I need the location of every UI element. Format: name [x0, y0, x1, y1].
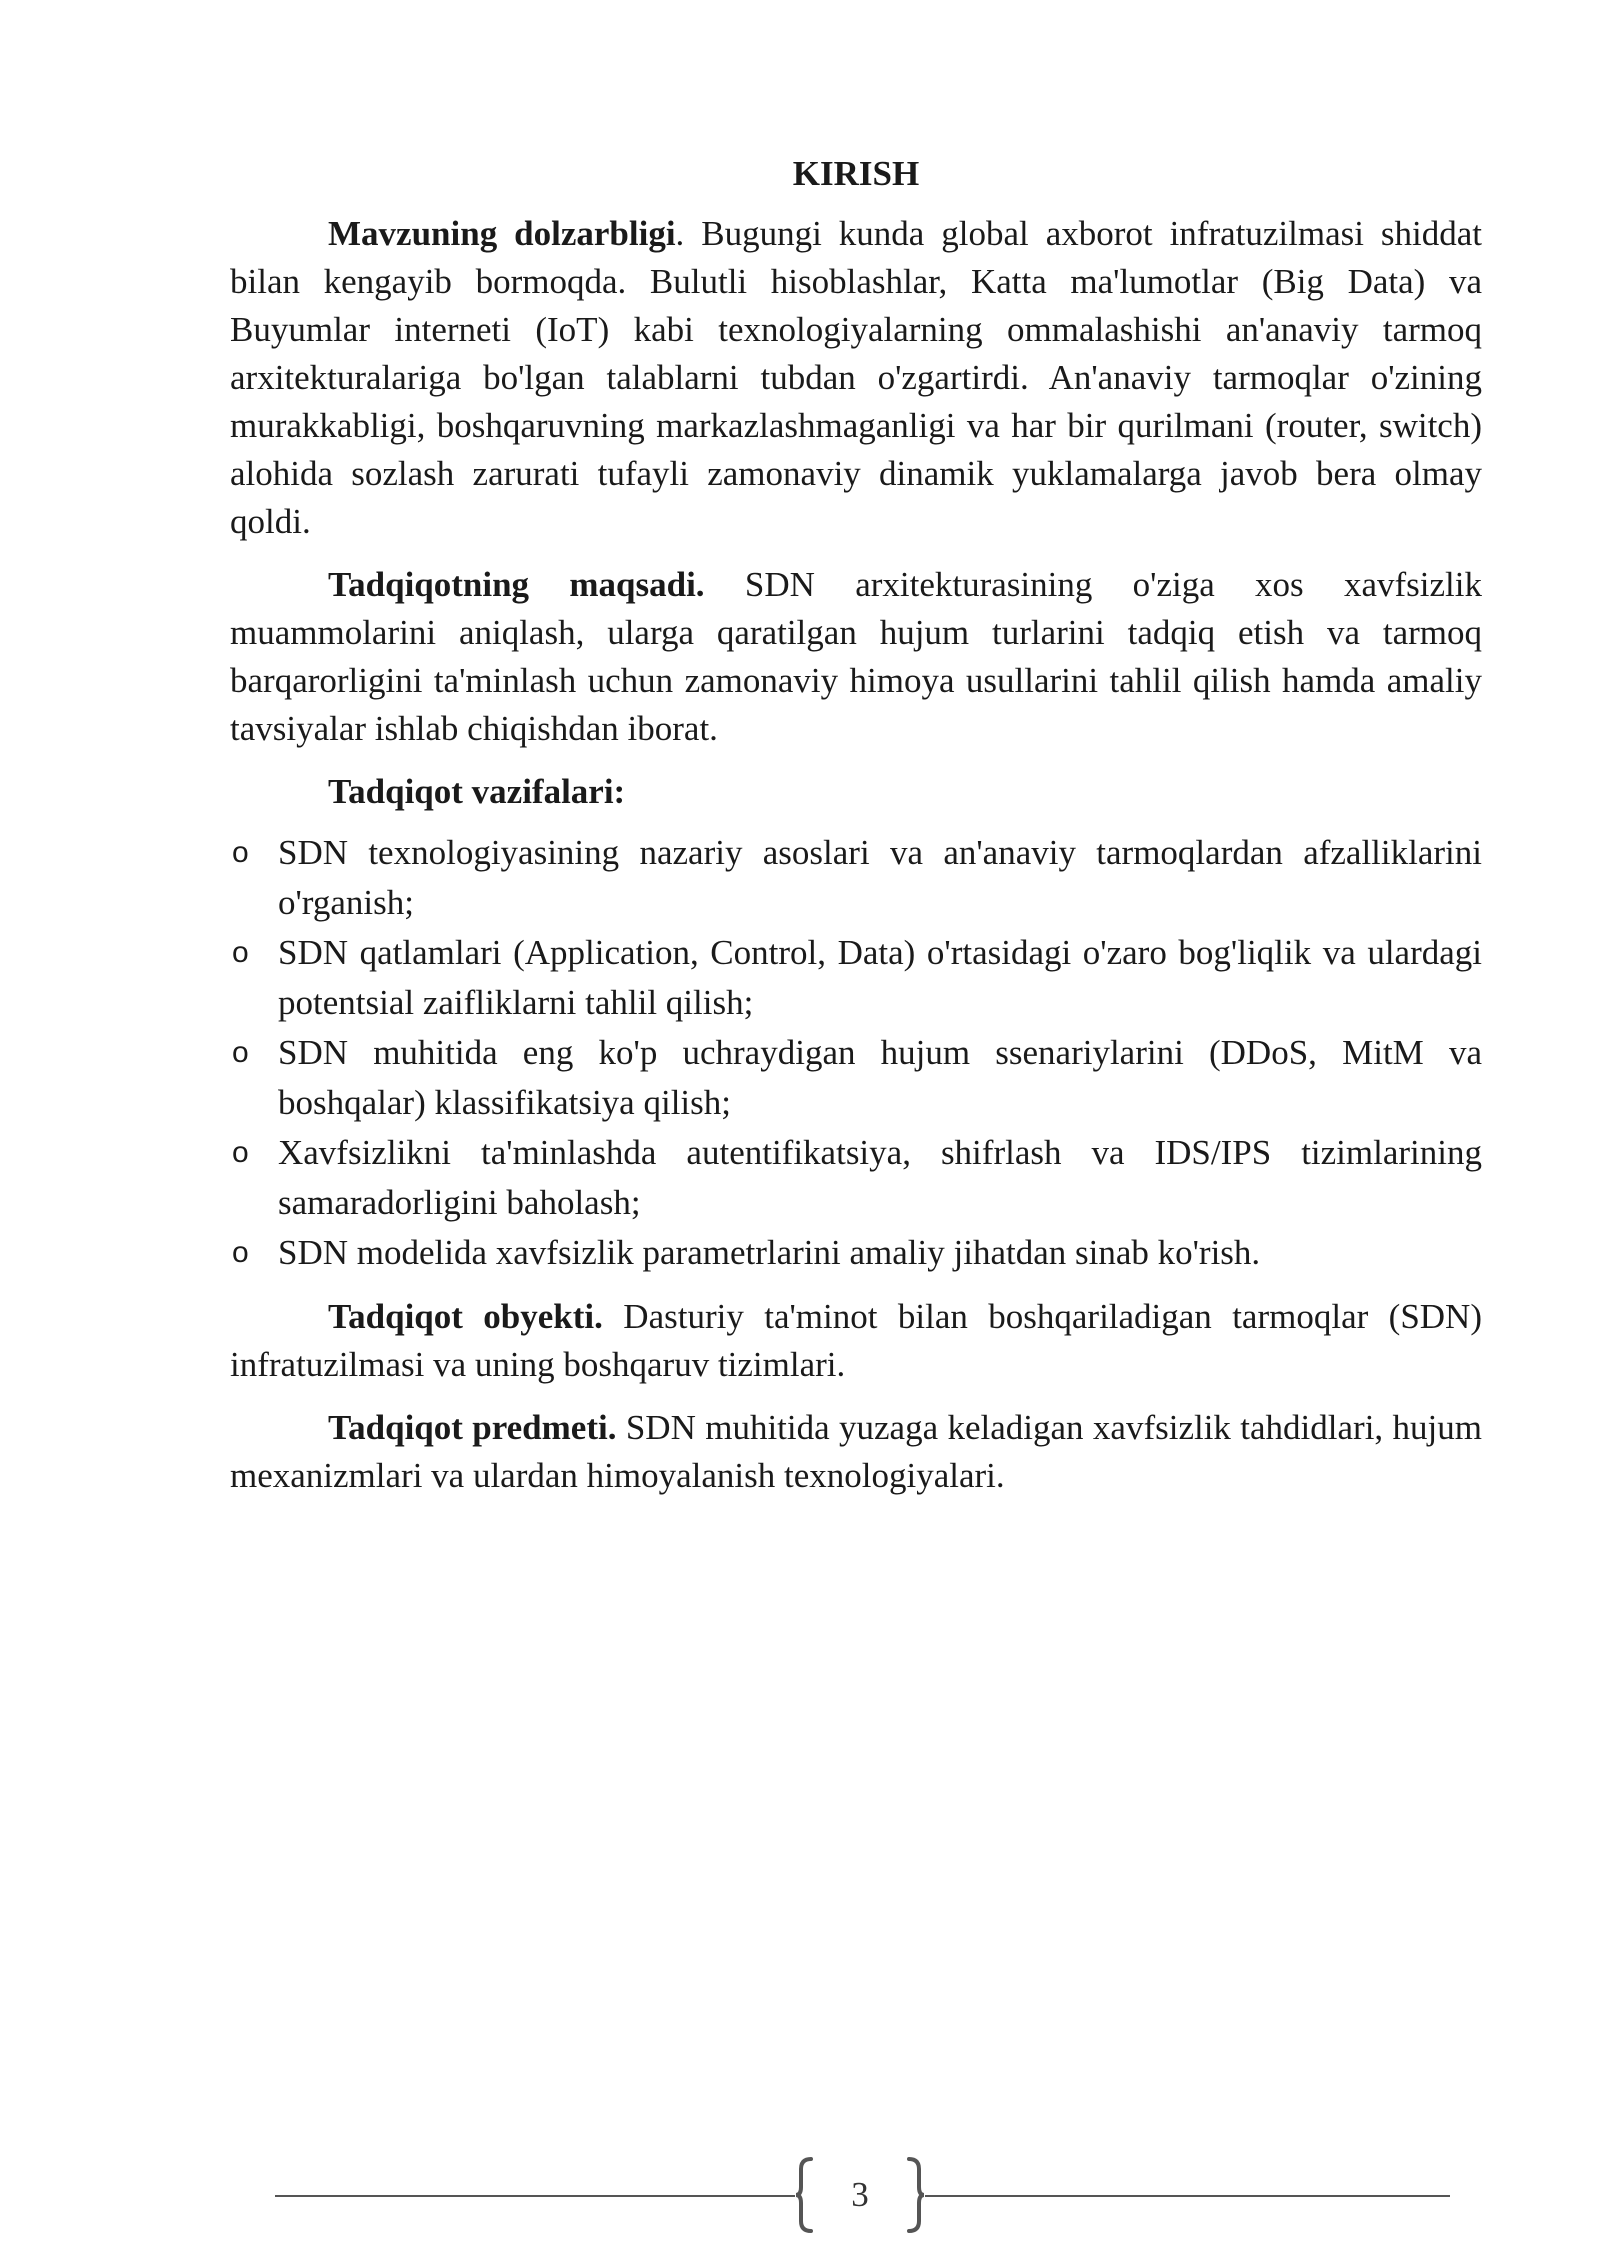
list-item: [230, 828, 1482, 928]
bullet-icon: o: [232, 1036, 249, 1069]
paragraph-lead: Mavzuning dolzarbligi: [328, 214, 676, 253]
bullet-icon: o: [232, 1236, 249, 1269]
footer-divider-right: [925, 2195, 1450, 2197]
list-item-text: SDN texnologiyasining nazariy asoslari va an'anaviy tarmoqlardan afzalliklarini o'rganish;: [278, 833, 1482, 922]
list-item: [230, 1128, 1482, 1228]
tasks-heading: Tadqiqot vazifalari:: [328, 772, 626, 811]
paragraph-text: . Bugungi kunda global axborot infratuzilmasi shiddat bilan kengayib bormoqda. Bulutli hisoblashlar, Katta ma'lumotlar (Big Data) va Buyumlar interneti (IoT) kabi texnologiyalarning ommalashishi an'anaviy tarmoq arxitekturalariga bo'lgan talablarni tubdan o'zgartirdi. An'anaviy tarmoqlar o'zining murakkabligi, boshqaruvning markazlashmaganligi va har bir qurilmani (router, switch) alohida sozlash zarurati tufayli zamonaviy dinamik yuklamalarga javob bera olmay qoldi.: [230, 214, 1482, 541]
section-title: KIRISH: [792, 154, 920, 193]
bullet-icon: o: [232, 936, 249, 969]
paragraph-relevance: [230, 210, 1482, 546]
right-brace-icon: [905, 2155, 925, 2235]
paragraph-subject: [230, 1404, 1482, 1500]
paragraph-text: SDN muhitida yuzaga keladigan xavfsizlik tahdidlari, hujum mexanizmlari va ulardan himoyalanish texnologiyalari.: [230, 1408, 1482, 1495]
page-footer: [275, 2155, 1450, 2235]
list-item-text: SDN qatlamlari (Application, Control, Data) o'rtasidagi o'zaro bog'liqlik va ulardagi potentsial zaifliklarni tahlil qilish;: [278, 933, 1482, 1022]
tasks-list: [230, 828, 1482, 1278]
paragraph-object: [230, 1293, 1482, 1389]
list-item: [230, 928, 1482, 1028]
bullet-icon: o: [232, 836, 249, 869]
page-number: 3: [851, 2175, 869, 2214]
paragraph-goal: [230, 561, 1482, 753]
bullet-icon: o: [232, 1136, 249, 1169]
document-page: [230, 150, 1482, 1515]
paragraph-lead: Tadqiqot predmeti.: [328, 1408, 617, 1447]
left-brace-icon: [795, 2155, 815, 2235]
list-item-text: SDN modelida xavfsizlik parametrlarini amaliy jihatdan sinab ko'rish.: [278, 1233, 1261, 1272]
list-item: [230, 1028, 1482, 1128]
footer-divider-left: [275, 2195, 795, 2197]
paragraph-lead: Tadqiqotning maqsadi.: [328, 565, 705, 604]
list-item: [230, 1228, 1482, 1278]
list-item-text: Xavfsizlikni ta'minlashda autentifikatsiya, shifrlash va IDS/IPS tizimlarining samaradorligini baholash;: [278, 1133, 1482, 1222]
list-item-text: SDN muhitida eng ko'p uchraydigan hujum ssenariylarini (DDoS, MitM va boshqalar) klassifikatsiya qilish;: [278, 1033, 1482, 1122]
paragraph-text: SDN arxitekturasining o'ziga xos xavfsizlik muammolarini aniqlash, ularga qaratilgan hujum turlarini tadqiq etish va tarmoq barqarorligini ta'minlash uchun zamonaviy himoya usullarini tahlil qilish hamda amaliy tavsiyalar ishlab chiqishdan iborat.: [230, 565, 1482, 748]
paragraph-text: Dasturiy ta'minot bilan boshqariladigan tarmoqlar (SDN) infratuzilmasi va uning boshqaruv tizimlari.: [230, 1297, 1482, 1384]
paragraph-lead: Tadqiqot obyekti.: [328, 1297, 603, 1336]
